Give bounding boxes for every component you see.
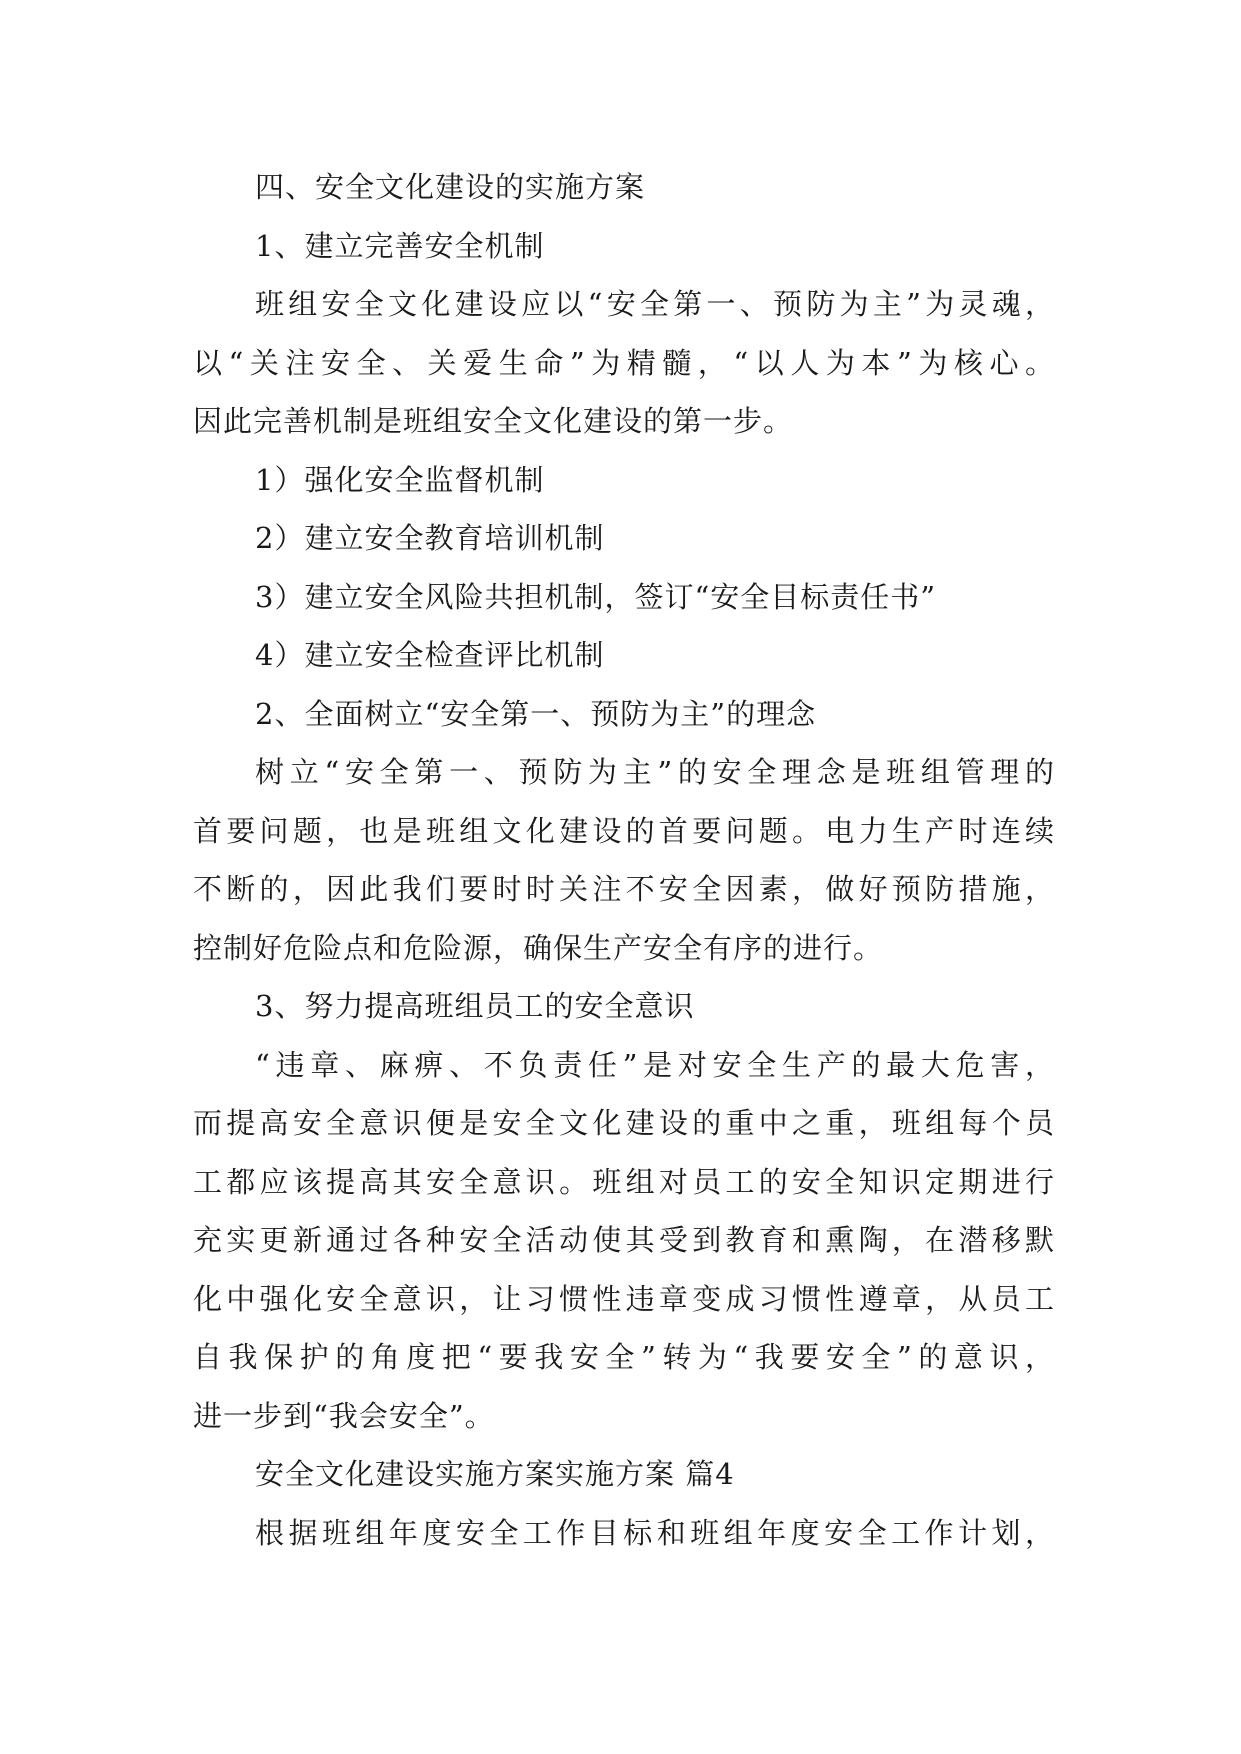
paragraph-line: 工都应该提高其安全意识。班组对员工的安全知识定期进行 (193, 1164, 1055, 1199)
paragraph-line: 以“关注安全、关爱生命”为精髓，“以人为本”为核心。 (193, 345, 1055, 380)
section-heading: 四、安全文化建设的实施方案 (255, 170, 646, 204)
paragraph-line: 树立“安全第一、预防为主”的安全理念是班组管理的 (255, 755, 1055, 789)
paragraph-line: 因此完善机制是班组安全文化建设的第一步。 (193, 404, 794, 438)
paragraph-line: 不断的，因此我们要时时关注不安全因素，做好预防措施， (193, 872, 1055, 906)
paragraph-line: 进一步到“我会安全”。 (193, 1398, 495, 1433)
subheading: 3、努力提高班组员工的安全意识 (255, 989, 695, 1023)
list-item: 4）建立安全检查评比机制 (255, 638, 605, 672)
list-item: 2）建立安全教育培训机制 (255, 521, 605, 555)
paragraph-line: 充实更新通过各种安全活动使其受到教育和熏陶，在潜移默 (193, 1223, 1055, 1257)
section-title: 安全文化建设实施方案实施方案 篇4 (255, 1457, 735, 1491)
list-item: 1）强化安全监督机制 (255, 462, 545, 497)
subheading: 1、建立完善安全机制 (255, 228, 545, 263)
paragraph-line: “违章、麻痹、不负责任”是对安全生产的最大危害， (255, 1047, 1055, 1082)
paragraph-line: 班组安全文化建设应以“安全第一、预防为主”为灵魂， (255, 287, 1055, 321)
paragraph-line: 首要问题，也是班组文化建设的首要问题。电力生产时连续 (193, 813, 1055, 848)
paragraph-line: 控制好危险点和危险源，确保生产安全有序的进行。 (193, 930, 884, 965)
document-body (193, 158, 1055, 1562)
list-item: 3）建立安全风险共担机制，签订“安全目标责任书” (255, 579, 937, 614)
paragraph-line: 而提高安全意识便是安全文化建设的重中之重，班组每个员 (193, 1106, 1055, 1140)
paragraph-line: 化中强化安全意识，让习惯性违章变成习惯性遵章，从员工 (193, 1281, 1055, 1316)
subheading: 2、全面树立“安全第一、预防为主”的理念 (255, 696, 817, 731)
paragraph-line: 根据班组年度安全工作目标和班组年度安全工作计划， (255, 1515, 1055, 1550)
paragraph-line: 自我保护的角度把“要我安全”转为“我要安全”的意识， (193, 1340, 1055, 1374)
